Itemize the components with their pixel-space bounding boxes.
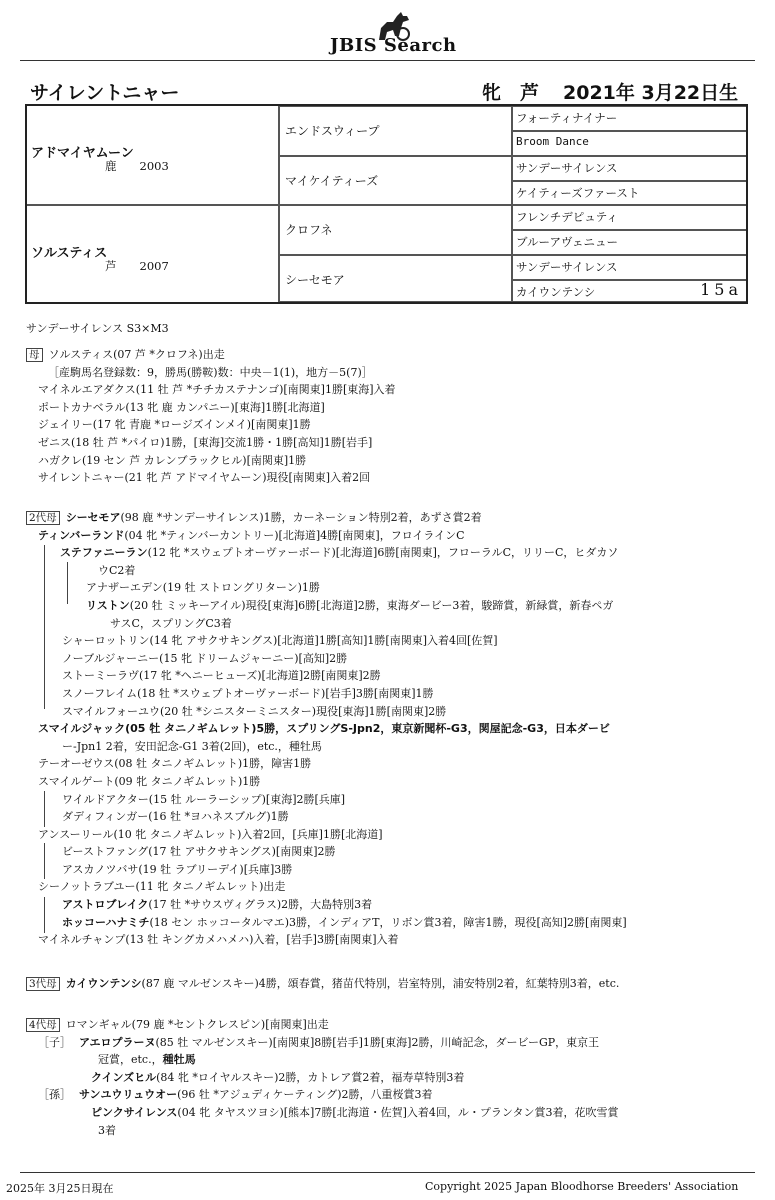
horse-birth-date: 2021年 3月22日生 xyxy=(563,82,739,104)
horse-record: アンスーリール(10 牝 タニノギムレット)入着2回，[兵庫]1勝[北海道] xyxy=(38,827,383,841)
dam-progeny-line: サイレントニャー(21 牝 芦 アドマイヤムーン)現役[南関東]入着2回 xyxy=(38,471,371,485)
pedigree-gen2-cell xyxy=(279,106,512,156)
sire-color-year: 鹿 2003 xyxy=(105,159,169,173)
mare-record: (87 鹿 マルゼンスキー)4勝，頌春賞，猪苗代特別，岩室特別，浦安特別2着，紅葉特別3着，etc. xyxy=(141,977,620,990)
horse-record: アナザーエデン(19 牡 ストロングリターン)1勝 xyxy=(86,581,320,595)
horse-name-bold: サンユウリュウオー xyxy=(79,1088,178,1102)
fourth-dam-section xyxy=(0,1016,775,1139)
horse-record: (96 牡 *アジュディケーティング)2勝，八重桜賞3着 xyxy=(177,1088,433,1102)
mare-record: (98 鹿 *サンデーサイレンス)1勝，カーネーション特別2着，あずさ賞2着 xyxy=(120,511,482,524)
mare-record: ロマンギャル(79 鹿 *セントクレスピン)[南関東]出走 xyxy=(65,1018,329,1031)
section-tag-2nd-dam: 2代母 xyxy=(26,511,60,525)
pedigree-gen3-cell xyxy=(512,156,746,181)
horse-record: シャーロットリン(14 牝 アサクサキングス)[北海道]1勝[高知]1勝[南関東]入着4回[佐賀] xyxy=(62,634,498,648)
sire-label-bold: 種牡馬 xyxy=(162,1053,196,1067)
dam-progeny-line: ジェイリー(17 牝 青鹿 *ロージズインメイ)[南関東]1勝 xyxy=(38,418,311,432)
gen3-name: カイウンテンシ xyxy=(516,285,596,299)
dam-name: ソルスティス xyxy=(31,246,108,261)
pedigree-gen3-cell xyxy=(512,181,746,205)
horse-name-bold: ティンバーランド xyxy=(38,528,125,542)
horse-record: スノーフレイム(18 牡 *スウェプトオーヴァーボード)[岩手]3勝[南関東]1勝 xyxy=(62,686,434,700)
dam-line: ソルスティス(07 芦 *クロフネ)出走 xyxy=(48,348,225,361)
dam-section xyxy=(0,346,775,487)
horse-name-bold: アストロブレイク xyxy=(62,898,149,912)
gen2-name: マイケイティーズ xyxy=(285,174,379,188)
pedigree-gen3-cell xyxy=(512,255,746,280)
sire-name: アドマイヤムーン xyxy=(31,146,134,161)
inbreeding-note: サンデーサイレンス S3×M3 xyxy=(26,322,169,335)
relation-label: ［子］ xyxy=(38,1035,71,1049)
third-dam-section xyxy=(0,975,775,993)
horse-record: (04 牝 *ティンバーカントリー)[北海道]4勝[南関東]，フロイラインC xyxy=(124,528,465,542)
gen3-name: Broom Dance xyxy=(516,135,589,148)
pedigree-table xyxy=(25,104,748,304)
logo-text: JBIS Search xyxy=(330,35,457,56)
horse-record: (84 牝 *ロイヤルスキー)2勝，カトレア賞2着，福寿草特別3着 xyxy=(156,1070,465,1084)
dam-progeny-line: マイネルエアダクス(11 牡 芦 *チチカステナンゴ)[南関東]1勝[東海]入着 xyxy=(38,383,396,397)
pedigree-sire-cell xyxy=(27,106,279,205)
horse-record-cont: 冠賞，etc.， xyxy=(98,1053,163,1067)
horse-record: ビーストファング(17 牡 アサクサキングス)[南関東]2勝 xyxy=(62,845,336,859)
horse-record: ノーブルジャーニー(15 牝 ドリームジャーニー)[高知]2勝 xyxy=(62,651,348,665)
second-dam-section xyxy=(0,509,775,949)
relation-label: ［孫］ xyxy=(38,1088,71,1102)
horse-name-bold: リストン xyxy=(86,598,130,612)
mare-name-bold: カイウンテンシ xyxy=(65,977,142,990)
horse-record-cont: ー-Jpn1 2着，安田記念-G1 3着(2回)，etc.，種牡馬 xyxy=(62,739,322,753)
mare-name-bold: シーセモア xyxy=(65,511,121,524)
pedigree-gen2-cell xyxy=(279,156,512,205)
horse-record: シーノットラブユー(11 牝 タニノギムレット)出走 xyxy=(38,880,286,894)
horse-record-cont: ウC2着 xyxy=(98,563,136,577)
copyright: Copyright 2025 Japan Bloodhorse Breeders' Association xyxy=(425,1180,739,1193)
section-tag-3rd-dam: 3代母 xyxy=(26,977,60,991)
horse-record: (04 牝 タヤスツヨシ)[熊本]7勝[北海道・佐賀]入着4回，ル・プランタン賞3着，花吹雪賞 xyxy=(177,1105,619,1119)
horse-name: サイレントニャー xyxy=(30,82,180,104)
header-divider xyxy=(20,60,755,61)
horse-record: ワイルドアクター(15 牡 ルーラーシップ)[東海]2勝[兵庫] xyxy=(62,792,346,806)
horse-name-bold: ステファニーラン xyxy=(60,546,148,560)
horse-record: スマイルゲート(09 牝 タニノギムレット)1勝 xyxy=(38,774,261,788)
gen3-name: フォーティナイナー xyxy=(516,111,618,125)
horse-record: スマイルフォーユウ(20 牡 *シニスターミニスター)現役[東海]1勝[南関東]2勝 xyxy=(62,704,447,718)
dam-progeny-line: ハガクレ(19 セン 芦 カレンブラックヒル)[南関東]1勝 xyxy=(38,453,307,467)
dam-progeny-line: ポートカナベラル(13 牝 鹿 カンパニー)[東海]1勝[北海道] xyxy=(38,400,325,414)
footer-divider xyxy=(20,1172,755,1173)
horse-name-bold: スマイルジャック xyxy=(38,722,126,736)
horse-record: (12 牝 *スウェプトオーヴァーボード)[北海道]6勝[南関東]，フローラルC，リリーC，ヒダカソ xyxy=(147,546,619,560)
pedigree-gen2-cell xyxy=(279,255,512,302)
pedigree-dam-cell xyxy=(27,205,279,302)
horse-record: (17 牡 *サウスヴィグラス)2勝，大島特別3着 xyxy=(148,898,373,912)
as-of-date: 2025年 3月25日現在 xyxy=(6,1182,114,1195)
horse-title-row xyxy=(30,78,750,106)
horse-name-bold: アエロプラーヌ xyxy=(79,1035,156,1049)
section-tag-4th-dam: 4代母 xyxy=(26,1018,60,1032)
horse-name-bold: ピンクサイレンス xyxy=(91,1105,178,1119)
horse-record-bold: (05 牡 タニノギムレット)5勝，スプリングS-Jpn2，東京新聞杯-G3，関屋記念-G3，日本ダービ xyxy=(125,722,610,736)
pedigree-gen3-cell xyxy=(512,205,746,230)
gen3-name: サンデーサイレンス xyxy=(516,161,618,175)
gen3-name: サンデーサイレンス xyxy=(516,260,618,274)
gen3-name: ケイティーズファースト xyxy=(516,186,640,200)
pedigree-gen3-cell xyxy=(512,280,746,302)
dam-progeny-summary: ［産駒馬名登録数：9，勝馬(勝鞍)数：中央－1(1)，地方－5(7)］ xyxy=(48,365,373,379)
horse-record: ダディフィンガー(16 牡 *ヨハネスブルグ)1勝 xyxy=(62,810,289,824)
pedigree-gen2-cell xyxy=(279,205,512,255)
pedigree-gen3-cell xyxy=(512,106,746,131)
dam-progeny-line: ゼニス(18 牡 芦 *パイロ)1勝，[東海]交流1勝・1勝[高知]1勝[岩手] xyxy=(38,435,373,449)
jbis-logo[interactable] xyxy=(318,8,468,56)
horse-name-bold: クインズヒル xyxy=(91,1070,157,1084)
horse-record: テーオーゼウス(08 牡 タニノギムレット)1勝，障害1勝 xyxy=(38,757,312,771)
horse-record: (85 牡 マルゼンスキー)[南関東]8勝[岩手]1勝[東海]2勝，川崎記念，ダービーGP，東京王 xyxy=(155,1035,600,1049)
pedigree-gen3-cell xyxy=(512,131,746,156)
horse-record: マイネルチャンプ(13 牡 キングカメハメハ)入着，[岩手]3勝[南関東]入着 xyxy=(38,933,399,947)
gen2-name: シーセモア xyxy=(285,273,345,287)
gen3-name: ブルーアヴェニュー xyxy=(516,235,619,249)
horse-record: (20 牡 ミッキーアイル)現役[東海]6勝[北海道]2勝，東海ダービー3着，駿蹄賞，新緑賞，新春ペガ xyxy=(129,598,614,612)
horse-record-cont: サスC，スプリングC3着 xyxy=(110,616,232,630)
section-tag-dam: 母 xyxy=(26,348,43,362)
horse-record: アスカノツバサ(19 牡 ラブリーデイ)[兵庫]3勝 xyxy=(62,862,293,876)
gen3-name: フレンチデピュティ xyxy=(516,210,618,224)
family-number: 15a xyxy=(700,280,742,299)
dam-color-year: 芦 2007 xyxy=(105,259,169,273)
horse-record: (18 セン ホッコータルマエ)3勝，インディアT，リボン賞3着，障害1勝，現役[高知]2勝[南関東] xyxy=(149,915,627,929)
horse-record: ストーミーラヴ(17 牝 *ヘニーヒューズ)[北海道]2勝[南関東]2勝 xyxy=(62,669,381,683)
gen2-name: エンドスウィープ xyxy=(285,124,380,138)
horse-name-bold: ホッコーハナミチ xyxy=(62,915,150,929)
gen2-name: クロフネ xyxy=(285,223,333,237)
pedigree-gen3-cell xyxy=(512,230,746,255)
horse-record-cont: 3着 xyxy=(98,1123,116,1137)
horse-sex-color: 牝 芦 xyxy=(482,82,540,104)
